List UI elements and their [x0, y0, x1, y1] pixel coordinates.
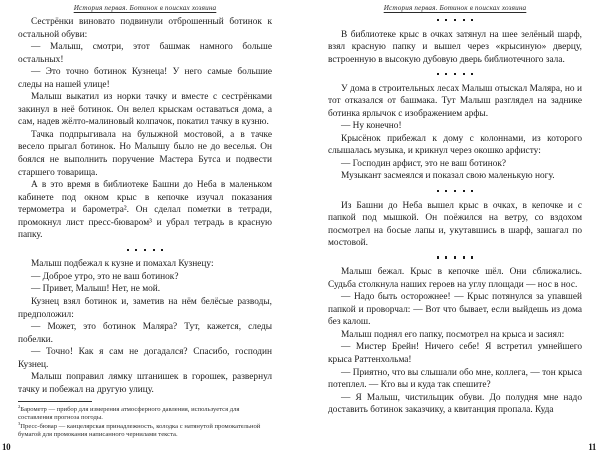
right-page-block-1	[328, 29, 582, 67]
left-page-body-bottom	[18, 258, 272, 396]
scene-separator	[328, 186, 582, 196]
right-page-block-4	[328, 266, 582, 417]
separator-dot	[454, 73, 456, 75]
paragraph: — Ну конечно!	[341, 121, 402, 132]
paragraph: Музыкант засмеялся и показал свою маленькую ногу.	[341, 171, 555, 182]
page-number-left: 10	[2, 442, 11, 452]
paragraph: В библиотеке крыс в очках затянул на шее зелёный шарф, взял красную папку и вышел через «крысиную» дверцу, встроенную в высокую дубовую дверь библиотечного зала.	[328, 29, 582, 65]
separator-dot	[437, 190, 439, 192]
paragraph: Малыш поправил лямку штанишек в горошек, развернул тачку и побежал на другую улицу.	[18, 372, 272, 395]
paragraph: — Малыш, смотри, этот башмак намного больше остальных!	[18, 42, 272, 65]
separator-dot	[463, 256, 465, 258]
scene-separator	[328, 69, 582, 79]
paragraph: Крысёнок прибежал к дому с колоннами, из которого слышалась музыка, и крикнул через окошко арфисту:	[328, 133, 582, 157]
separator-dot	[153, 249, 155, 251]
paragraph: Малыш бежал. Крыс в кепочке шёл. Они сближались. Судьба столкнула наших героев на углу площади — нос в нос.	[328, 267, 582, 290]
paragraph: — Доброе утро, это не ваш ботинок?	[31, 271, 179, 282]
scene-separator	[328, 15, 582, 25]
separator-dot	[463, 19, 465, 21]
separator-dot	[471, 190, 473, 192]
separator-dot	[471, 73, 473, 75]
separator-dot	[454, 19, 456, 21]
paragraph: — Я Малыш, чистильщик обуви. До полудня мне надо доставить ботинок заказчику, а квитанция пропала. Куда	[328, 392, 582, 416]
separator-dot	[161, 249, 163, 251]
footnote-marker: 2	[18, 403, 21, 409]
separator-dot	[463, 73, 465, 75]
running-head-left: История первая. Ботинок в поисках хозяина	[73, 4, 217, 12]
separator-dot	[135, 249, 137, 251]
paragraph: Из Башни до Неба вышел крыс в очках, в кепочке и с папкой под мышкой. Он поёжился на ветру, со вздохом посмотрел на босые лапы и, укутавшись в шарф, зашагал по мостовой.	[328, 200, 582, 249]
paragraph: — Может, это ботинок Маляра? Тут, кажется, следы побелки.	[18, 322, 272, 345]
separator-dot	[471, 19, 473, 21]
footnotes-block	[18, 401, 272, 440]
separator-dot	[445, 190, 447, 192]
right-page-block-2	[328, 83, 582, 183]
footnote-item	[18, 403, 272, 423]
paragraph: Кузнец взял ботинок и, заметив на нём белёсые разводы, предположил:	[18, 296, 272, 320]
separator-dot	[445, 73, 447, 75]
paragraph: Сестрёнки виновато подвинули отброшенный ботинок к остальной обуви:	[18, 17, 272, 40]
paragraph: Малыш поднял его папку, посмотрел на крыса и засиял:	[341, 329, 565, 340]
separator-dot	[445, 256, 447, 258]
paragraph: — Мистер Брейн! Ничего себе! Я встретил умнейшего крыса Раттенхольма!	[328, 342, 582, 366]
paragraph: — Привет, Малыш! Нет, не мой.	[31, 284, 161, 295]
paragraph: У дома в строительных лесах Малыш отыскал Маляра, но и тот отказался от башмака. Тут Малыш разглядел на заднике ботинка ярлычок с изображением арфы.	[328, 83, 582, 119]
running-head-right: История первая. Ботинок в поисках хозяина	[383, 4, 527, 12]
paragraph: Малыш подбежал к кузне и помахал Кузнецу:	[31, 259, 214, 270]
separator-dot	[437, 73, 439, 75]
paragraph: — Это точно ботинок Кузнеца! У него самые большие следы на нашей улице!	[18, 67, 272, 90]
right-page	[300, 0, 600, 456]
paragraph: — Господин арфист, это не ваш ботинок?	[341, 158, 507, 169]
paragraph: Тачка подпрыгивала на булыжной мостовой, а в тачке весело прыгал ботинок. Но Малышу было не до веселья. Он боялся не выполнить поручение Мастера Бутса и подвести старшего товарища.	[18, 129, 272, 178]
separator-dot	[445, 19, 447, 21]
footnote-rule	[18, 401, 92, 402]
page-number-right: 11	[588, 442, 596, 452]
separator-dot	[454, 190, 456, 192]
scene-separator	[328, 252, 582, 262]
paragraph: — Приятно, что вы слышали обо мне, коллега, — тон крыса потеплел. — Кто вы и куда так спешите?	[328, 367, 582, 391]
right-page-block-3	[328, 200, 582, 250]
scene-separator	[18, 244, 272, 254]
separator-dot	[463, 190, 465, 192]
footnote-text: Барометр — прибор для измерения атмосферного давления, используется для составления прогноза погоды.	[18, 405, 240, 422]
paragraph: — Надо быть осторожнее! — Крыс потянулся за упавшей папкой и проворчал: — Вот что бывает, если выйдешь из дома без калош.	[328, 292, 582, 328]
paragraph: — Точно! Как я сам не догадался? Спасибо, господин Кузнец.	[18, 347, 272, 370]
separator-dot	[454, 256, 456, 258]
separator-dot	[144, 249, 146, 251]
paragraph: А в это время в библиотеке Башни до Неба в маленьком кабинете под окном крыс в кепочке изучал показания термометра и барометра². Он сделал пометки в тетради, промокнул лист пресс-бюваром³ и убрал тетрадь в красную папку.	[18, 180, 272, 241]
footnote-item	[18, 420, 272, 440]
left-page-body-top	[18, 16, 272, 242]
paragraph: Малыш выкатил из норки тачку и вместе с сестрёнками закинул в неё ботинок. Он велел крыскам оставаться дома, а сам, надев жёлто-малиновый колпачок, покатил тачку в кузню.	[18, 92, 272, 128]
footnote-marker: 3	[18, 420, 21, 426]
separator-dot	[437, 19, 439, 21]
footnote-text: Пресс-бювар — канцелярская принадлежность, колодка с натянутой промокательной бумагой для промокания написанного чернилами текста.	[18, 422, 261, 439]
separator-dot	[437, 256, 439, 258]
separator-dot	[471, 256, 473, 258]
separator-dot	[127, 249, 129, 251]
